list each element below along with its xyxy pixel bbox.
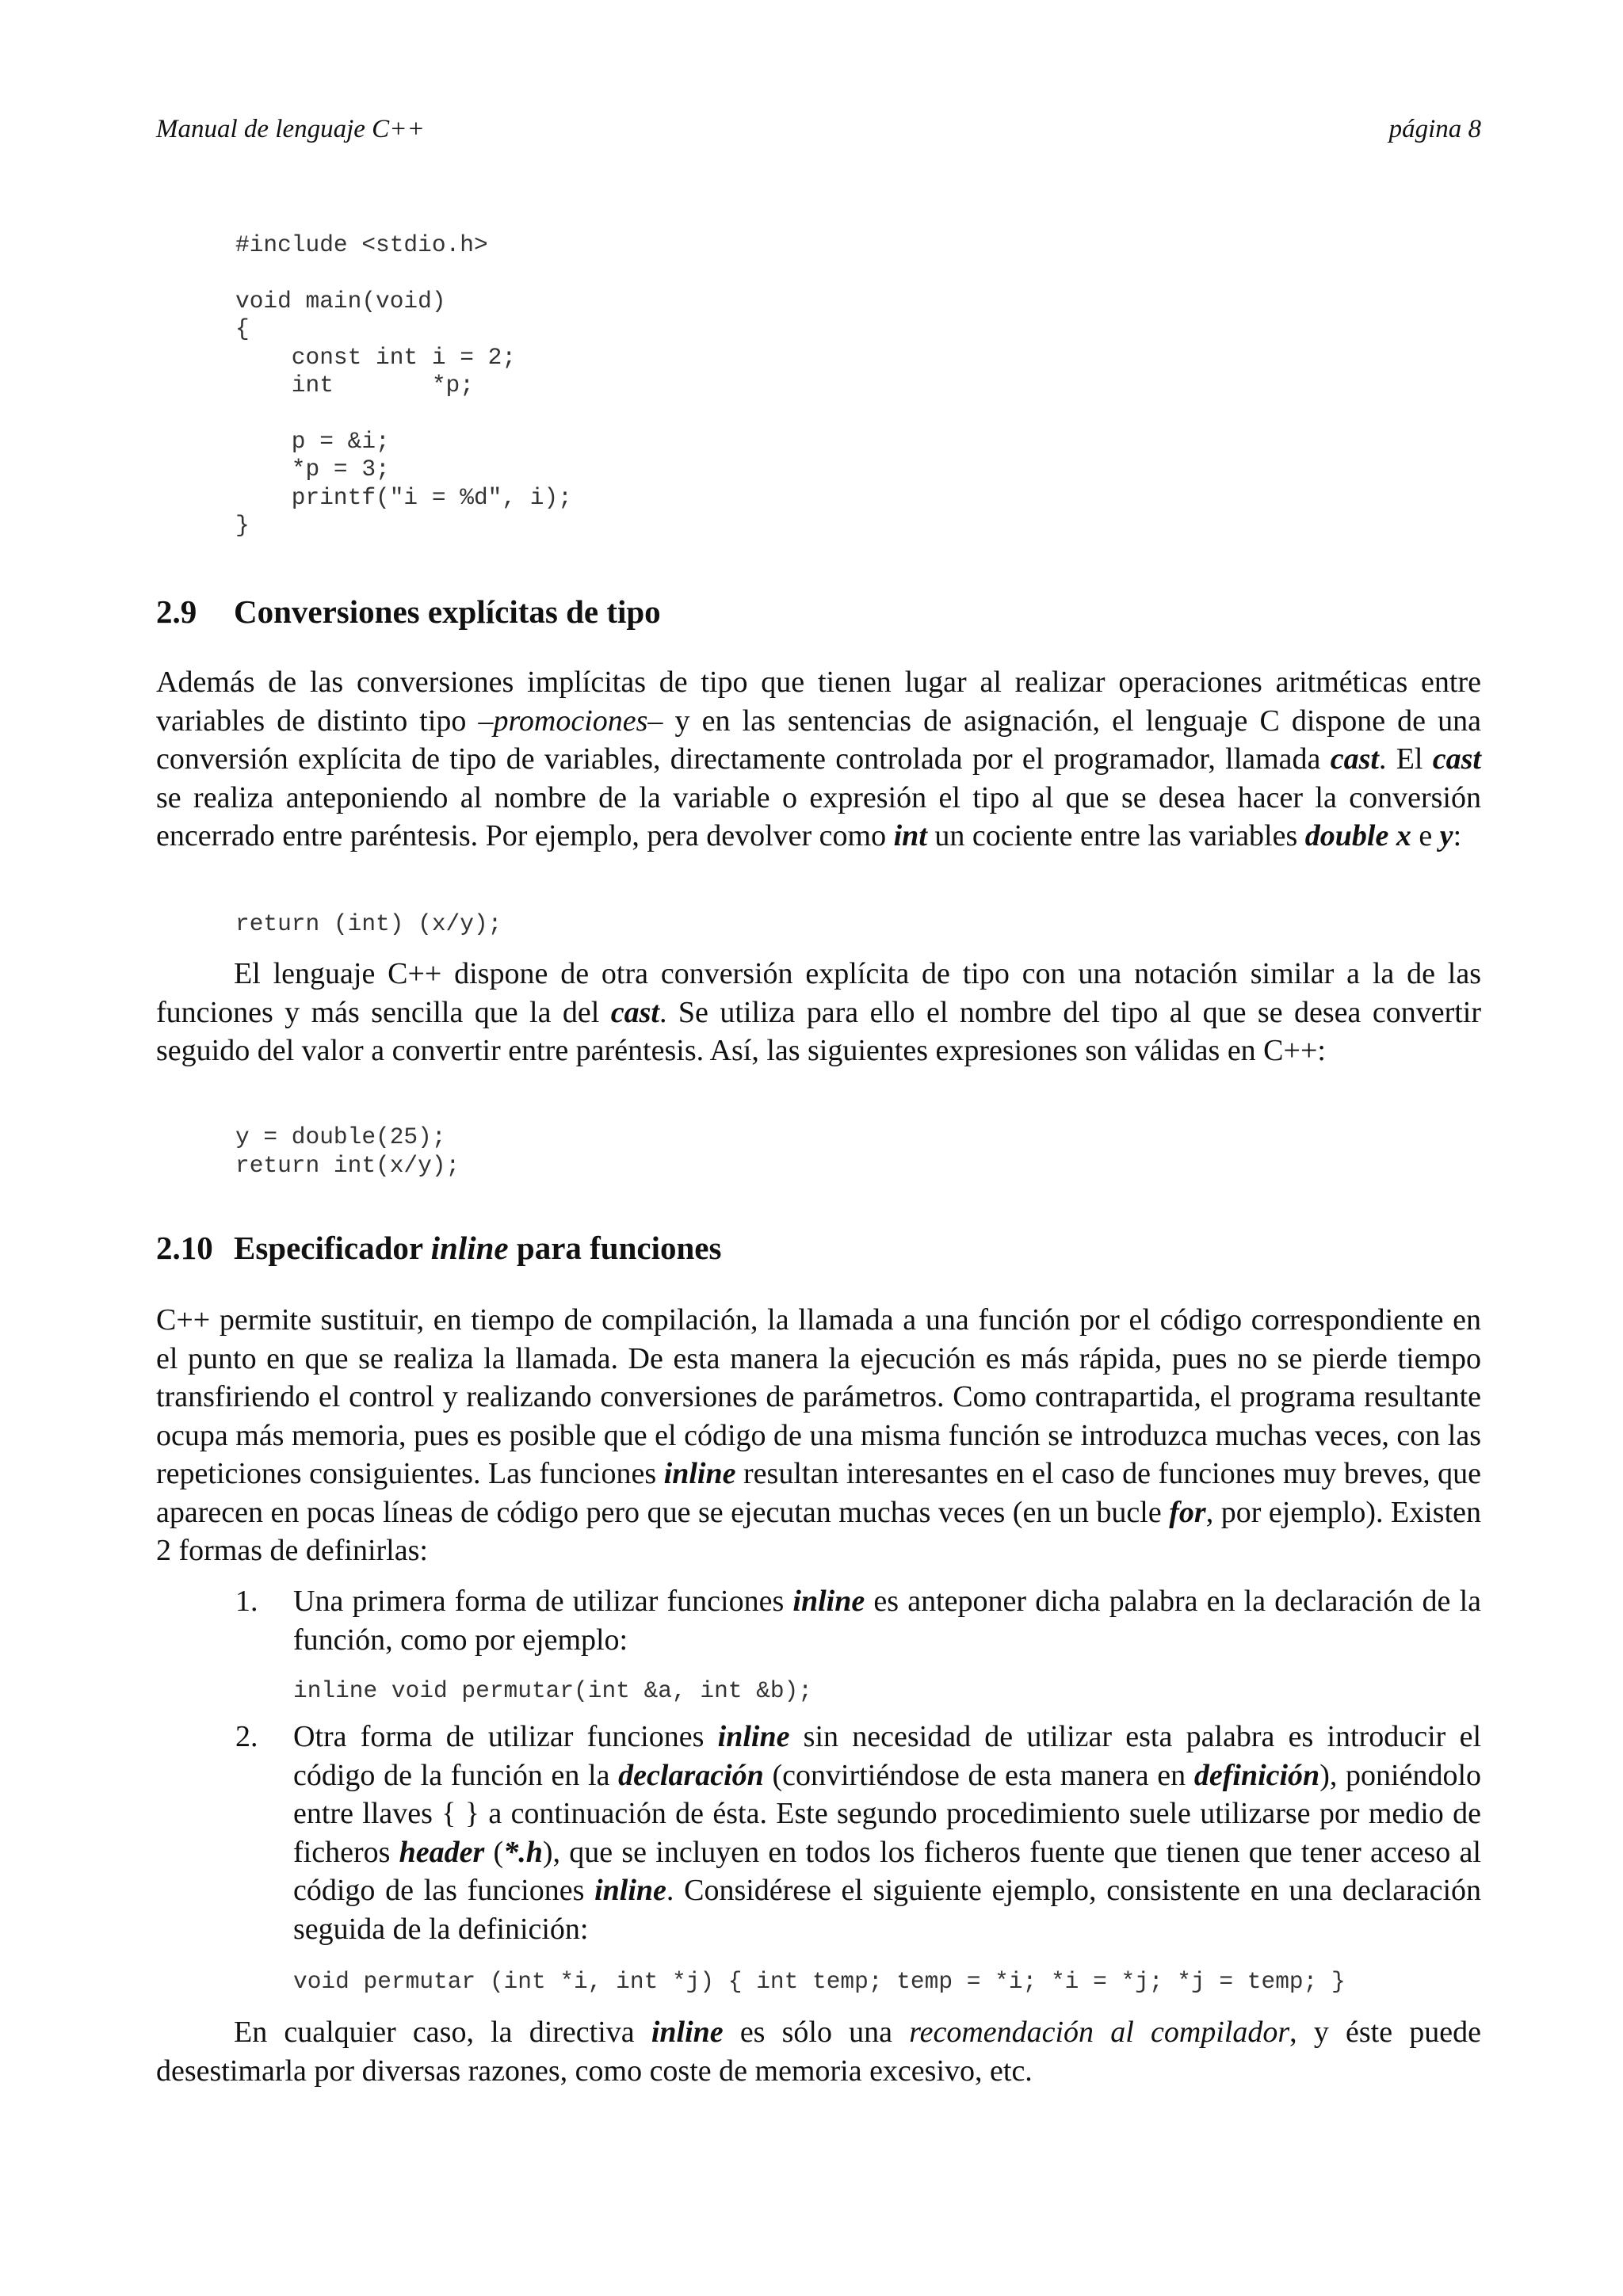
paragraph-inline-intro: C++ permite sustituir, en tiempo de compilación, la llamada a una función por el código correspondiente en el punto en que se realiza la llamada. De esta manera la ejecución es más rápida, pues no se pierde tiempo transfiriendo el control y realizando conversiones de parámetros. Como contrapartida, el programa resultante ocupa más memoria, pues es posible que el código de una misma función se introduzca muchas veces, con las repeticiones consiguientes. Las funciones inline resultan interesantes en el caso de funciones muy breves, que aparecen en pocas líneas de código pero que se ejecutan muchas veces (en un bucle for, por ejemplo). Existen 2 formas de definirlas: (156, 1303, 1481, 1567)
header-page-number: página 8 (1388, 115, 1481, 143)
code-line: void main(void) (235, 287, 446, 315)
code-line: const int i = 2; (235, 343, 517, 371)
section-heading-2-10: 2.10 Especificador inline para funciones (156, 1230, 722, 1266)
list-item-text: Una primera forma de utilizar funciones inline es anteponer dicha palabra en la declaración de la función, como por ejemplo: (293, 1585, 1481, 1657)
code-example-inline-declaration: inline void permutar(int &a, int &b); (293, 1677, 813, 1704)
code-example-cast: return (int) (x/y); (235, 910, 502, 937)
section-heading-2-9 (156, 593, 661, 631)
code-example-functional-cast (235, 1123, 460, 1180)
list-item-1 (235, 1582, 1481, 1659)
code-example-const-pointer (235, 231, 572, 540)
section-number: 2.10 (156, 1230, 213, 1266)
code-line: { (235, 315, 250, 342)
paragraph-inline-recommendation: En cualquier caso, la directiva inline es sólo una recomendación al compilador, y éste puede desestimarla por diversas razones, como coste de memoria excesivo, etc. (156, 2016, 1482, 2088)
code-line: return int(x/y); (235, 1151, 460, 1179)
code-blank-line (235, 260, 572, 288)
code-line: y = double(25); (235, 1123, 446, 1150)
code-line: p = &i; (235, 427, 390, 455)
list-item-2 (235, 1718, 1481, 1948)
list-number: 1. (235, 1585, 258, 1618)
paragraph-functional-cast: El lenguaje C++ dispone de otra conversión explícita de tipo con una notación similar a la de las funciones y más sencilla que la del cast. Se utiliza para ello el nombre del tipo al que se desea convertir seguido del valor a convertir entre paréntesis. Así, las siguientes expresiones son válidas en C++: (156, 957, 1482, 1067)
code-blank-line (235, 400, 572, 428)
list-item-text: Otra forma de utilizar funciones inline sin necesidad de utilizar esta palabra es introducir el código de la función en la declaración (convirtiéndose de esta manera en definición), poniéndolo entre llaves { } a continuación de ésta. Este segundo procedimiento suele utilizarse por medio de ficheros header (*.h), que se incluyen en todos los ficheros fuente que tienen que tener acceso al código de las funciones inline. Considérese el siguiente ejemplo, consistente en una declaración seguida de la definición: (293, 1720, 1482, 1946)
code-line: int *p; (235, 372, 474, 399)
section-title: Conversiones explícitas de tipo (234, 593, 661, 630)
paragraph-explicit-conversion: Además de las conversiones implícitas de tipo que tienen lugar al realizar operaciones aritméticas entre variables de distinto tipo –promociones– y en las sentencias de asignación, el lenguaje C dispone de una conversión explícita de tipo de variables, directamente controlada por el programador, llamada cast. El cast se realiza anteponiendo al nombre de la variable o expresión el tipo al que se desea hacer la conversión encerrado entre paréntesis. Por ejemplo, pera devolver como int un cociente entre las variables double x e y: (156, 666, 1482, 852)
code-line: *p = 3; (235, 456, 390, 482)
code-line: #include <stdio.h> (235, 231, 488, 258)
list-number: 2. (235, 1720, 258, 1753)
header-title: Manual de lenguaje C++ (156, 115, 425, 143)
code-line: } (235, 512, 250, 539)
code-example-inline-definition: void permutar (int *i, int *j) { int temp; temp = *i; *i = *j; *j = temp; } (293, 1968, 1346, 1995)
code-line: printf("i = %d", i); (235, 483, 572, 511)
section-number: 2.9 (156, 593, 197, 630)
